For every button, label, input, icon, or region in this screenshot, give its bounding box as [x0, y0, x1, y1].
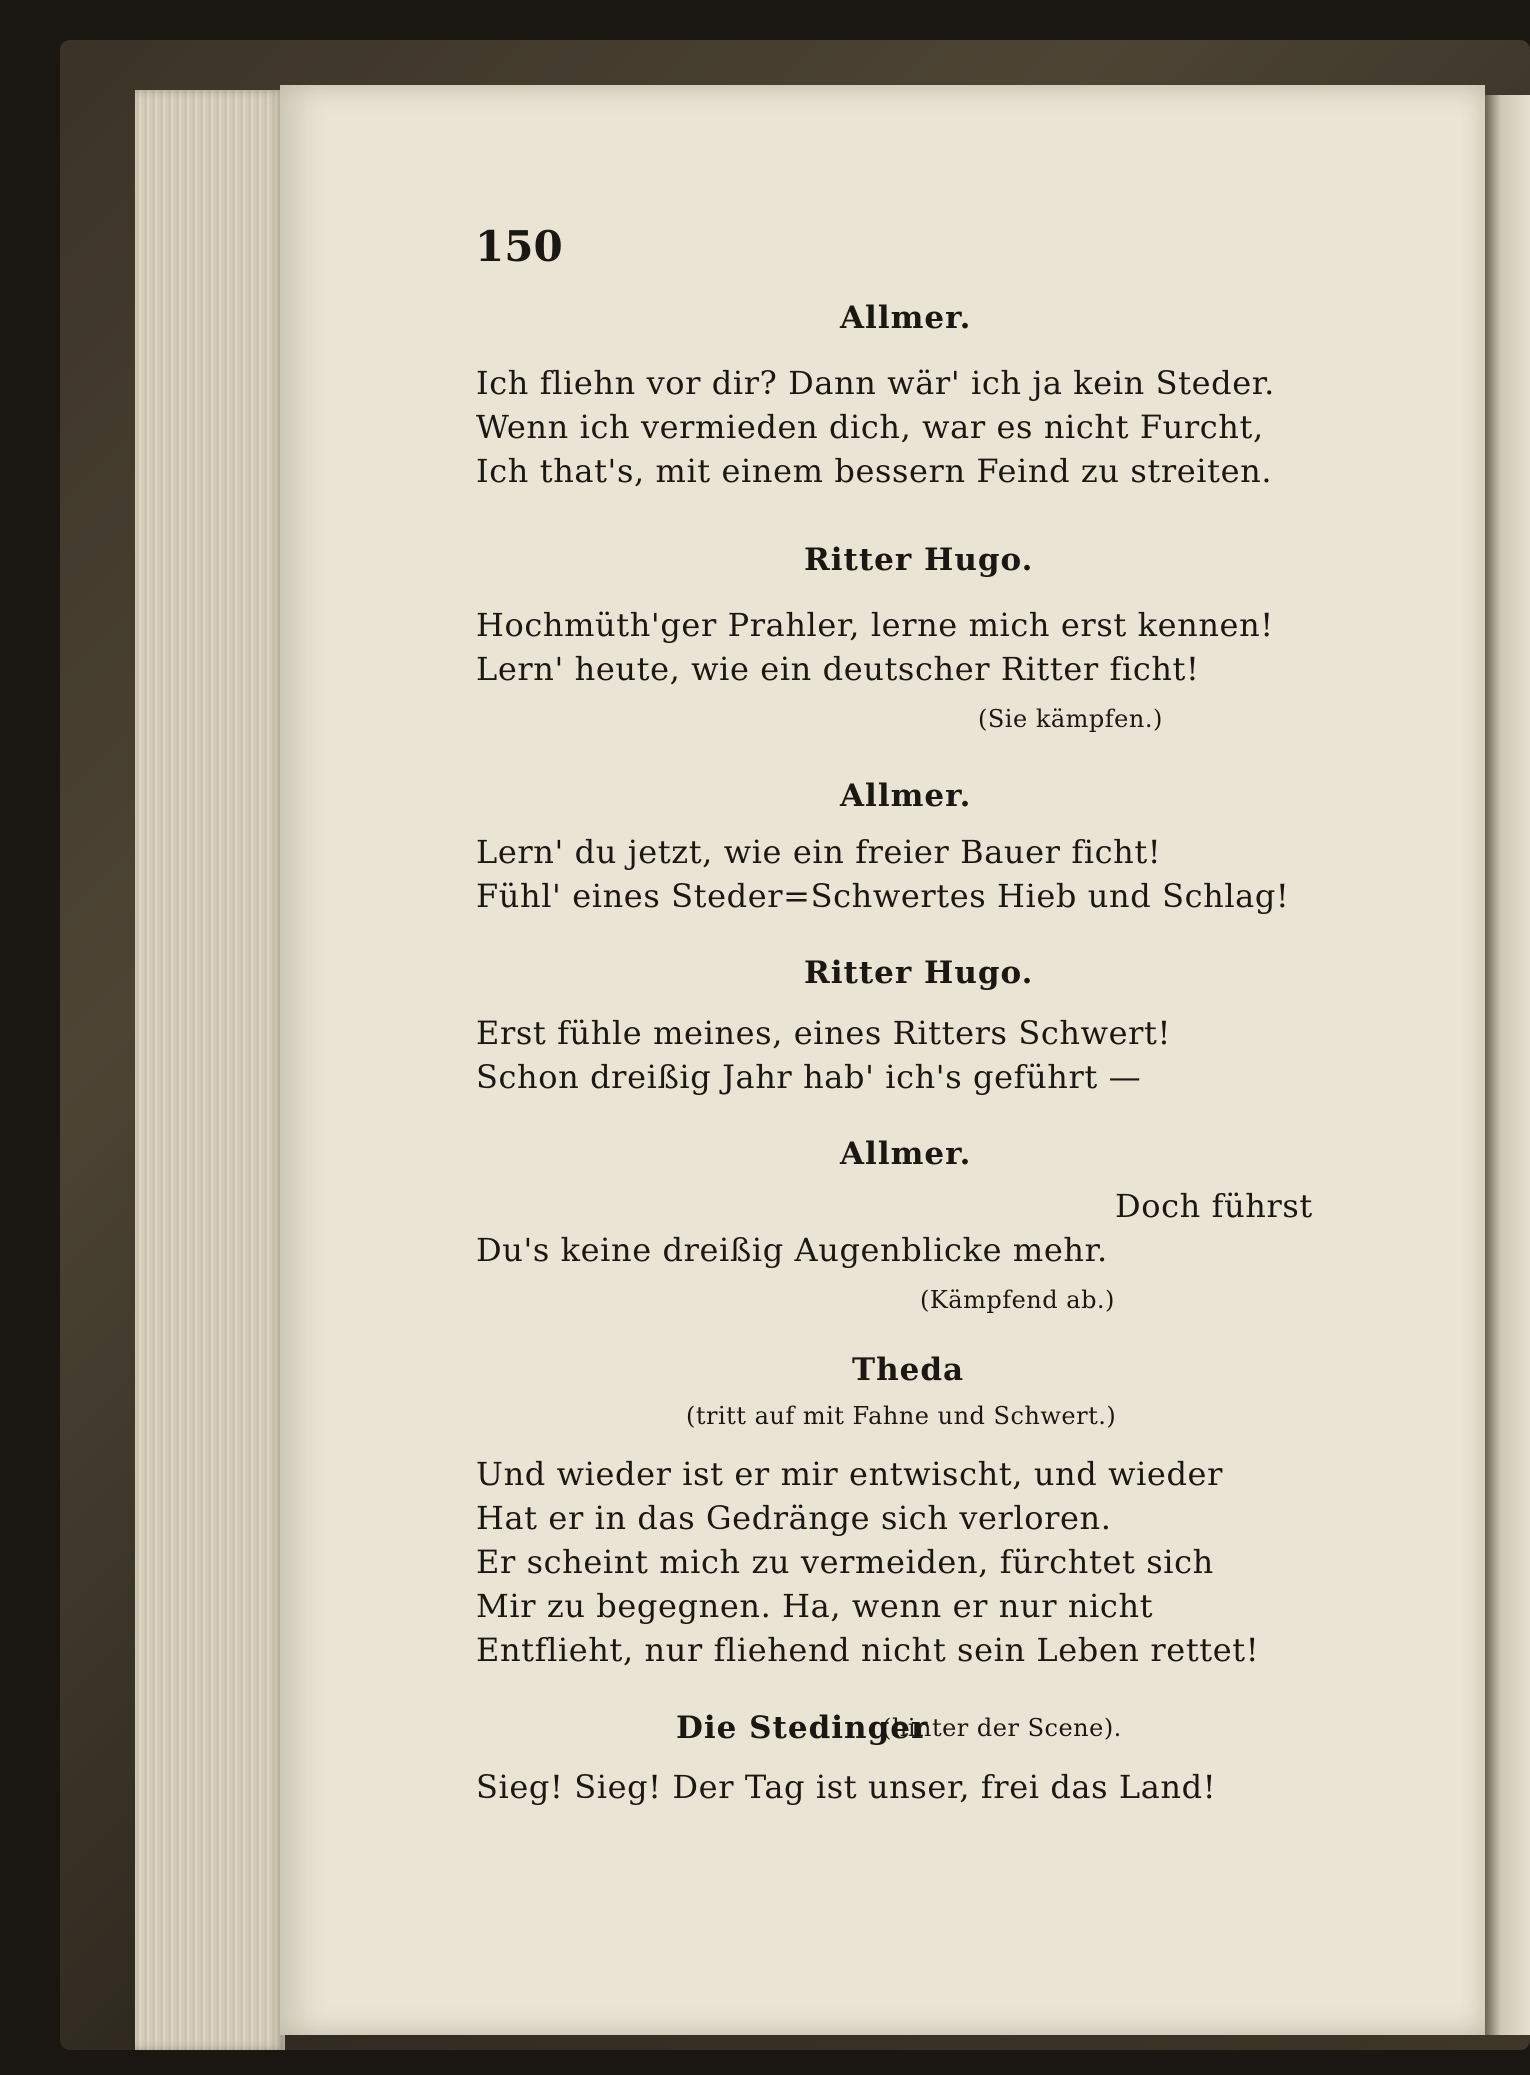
facing-page	[1485, 95, 1530, 2035]
speaker-die-stedinger: Die Stedinger	[676, 1710, 929, 1746]
stage-direction: (hinter der Scene).	[882, 1714, 1122, 1742]
verse-line: Und wieder ist er mir entwischt, und wieder	[476, 1455, 1223, 1493]
verse-line-right: Doch führst	[1115, 1187, 1313, 1225]
verse-line: Lern' du jetzt, wie ein freier Bauer ficht!	[476, 833, 1162, 871]
verse-line: Entflieht, nur fliehend nicht sein Leben rettet!	[476, 1631, 1260, 1669]
verse-line: Mir zu begegnen. Ha, wenn er nur nicht	[476, 1587, 1154, 1625]
speaker-allmer-1: Allmer.	[840, 300, 972, 336]
verse-line: Ich that's, mit einem bessern Feind zu streiten.	[476, 452, 1273, 490]
stage-direction: (Sie kämpfen.)	[978, 705, 1163, 733]
stage-direction: (Kämpfend ab.)	[920, 1286, 1115, 1314]
speaker-allmer-2: Allmer.	[840, 778, 972, 814]
verse-line: Fühl' eines Steder=Schwertes Hieb und Schlag!	[476, 877, 1290, 915]
verse-line: Wenn ich vermieden dich, war es nicht Furcht,	[476, 408, 1264, 446]
speaker-allmer-3: Allmer.	[840, 1136, 972, 1172]
speaker-theda: Theda	[852, 1352, 965, 1388]
verse-line: Hat er in das Gedränge sich verloren.	[476, 1499, 1112, 1537]
verse-line: Sieg! Sieg! Der Tag ist unser, frei das Land!	[476, 1768, 1217, 1806]
verse-line: Erst fühle meines, eines Ritters Schwert!	[476, 1014, 1171, 1052]
speaker-ritter-hugo-1: Ritter Hugo.	[804, 542, 1034, 578]
verse-line: Schon dreißig Jahr hab' ich's geführt —	[476, 1058, 1142, 1096]
stage-direction: (tritt auf mit Fahne und Schwert.)	[686, 1402, 1117, 1430]
verse-line: Hochmüth'ger Prahler, lerne mich erst kennen!	[476, 606, 1274, 644]
verse-line: Ich fliehn vor dir? Dann wär' ich ja kein Steder.	[476, 364, 1275, 402]
page-number: 150	[475, 222, 563, 271]
page-edges	[135, 90, 285, 2050]
verse-line: Er scheint mich zu vermeiden, fürchtet sich	[476, 1543, 1214, 1581]
verse-line: Du's keine dreißig Augenblicke mehr.	[476, 1231, 1108, 1269]
verse-line: Lern' heute, wie ein deutscher Ritter ficht!	[476, 650, 1200, 688]
speaker-ritter-hugo-2: Ritter Hugo.	[804, 955, 1034, 991]
